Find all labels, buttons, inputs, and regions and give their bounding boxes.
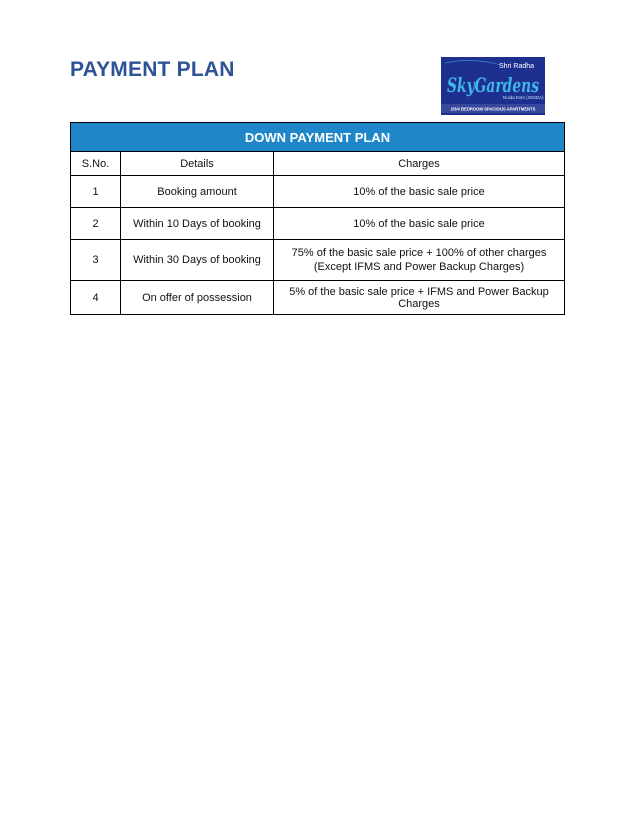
cell-details: On offer of possession bbox=[121, 281, 274, 315]
sky-gardens-logo bbox=[441, 57, 545, 115]
down-payment-plan-table bbox=[70, 122, 565, 315]
logo-location: Noida Extn (GNIDA) bbox=[503, 95, 544, 100]
cell-charges: 10% of the basic sale price bbox=[274, 176, 565, 208]
cell-details: Within 10 Days of booking bbox=[121, 208, 274, 240]
cell-charges: 10% of the basic sale price bbox=[274, 208, 565, 240]
logo-tagline: 2/3/4 BEDROOM SPACIOUS APARTMENTS bbox=[450, 106, 536, 112]
cell-details: Booking amount bbox=[121, 176, 274, 208]
cell-sno: 3 bbox=[71, 240, 121, 281]
cell-sno: 2 bbox=[71, 208, 121, 240]
table-title: DOWN PAYMENT PLAN bbox=[71, 123, 565, 152]
header-details: Details bbox=[121, 152, 274, 176]
cell-charges: 75% of the basic sale price + 100% of other charges (Except IFMS and Power Backup Charges) bbox=[274, 240, 565, 281]
table-row bbox=[71, 208, 565, 240]
table-row bbox=[71, 176, 565, 208]
cell-sno: 4 bbox=[71, 281, 121, 315]
logo-brand-small: Shri Radha bbox=[499, 63, 535, 70]
header-charges: Charges bbox=[274, 152, 565, 176]
cell-charges: 5% of the basic sale price + IFMS and Power Backup Charges bbox=[274, 281, 565, 315]
header-sno: S.No. bbox=[71, 152, 121, 176]
table-header-row bbox=[71, 152, 565, 176]
cell-sno: 1 bbox=[71, 176, 121, 208]
page-title: PAYMENT PLAN bbox=[70, 58, 235, 81]
table-row bbox=[71, 281, 565, 315]
table-row bbox=[71, 240, 565, 281]
logo-brand-main: SkyGardens bbox=[447, 73, 539, 97]
cell-details: Within 30 Days of booking bbox=[121, 240, 274, 281]
